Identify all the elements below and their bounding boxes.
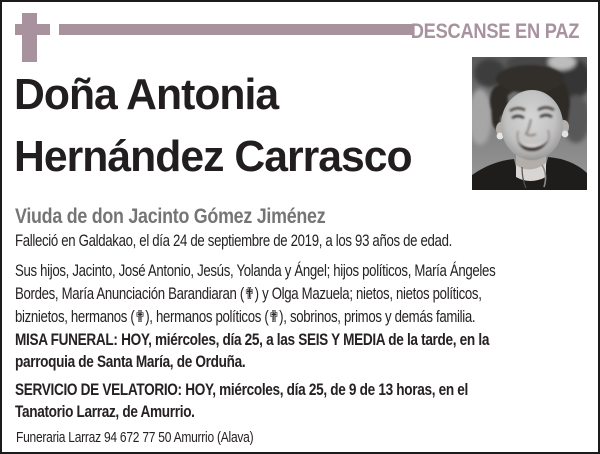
funeral-home-contact: Funeraria Larraz 94 672 77 50 Amurrio (Alava) (16, 429, 254, 446)
deceased-name (14, 64, 474, 188)
family-line: Bordes, María Anunciación Barandiaran (✟) y Olga Mazuela; nietos, nietos políticos, (15, 285, 482, 303)
family-line: Sus hijos, Jacinto, José Antonio, Jesús, Yolanda y Ángel; hijos políticos, María Ángeles (15, 262, 496, 280)
portrait-photo (472, 57, 587, 190)
death-announcement (15, 230, 600, 253)
rest-in-peace-motto: DESCANSE EN PAZ (410, 19, 579, 43)
funeral-mass-info (15, 329, 600, 373)
funeral-mass-line: parroquia de Santa María, de Orduña. (15, 352, 246, 371)
deceased-name-line2: Hernández Carrasco (14, 132, 412, 181)
funeral-mass-line: MISA FUNERAL: HOY, miércoles, día 25, a las SEIS Y MEDIA de la tarde, en la (15, 330, 490, 349)
header-divider-bar (59, 24, 414, 35)
family-paragraph (15, 260, 600, 329)
wake-service-line: SERVICIO DE VELATORIO: HOY, miércoles, día 25, de 9 de 13 horas, en el (15, 380, 469, 399)
deceased-name-line1: Doña Antonia (14, 70, 279, 119)
wake-service-info (15, 379, 600, 423)
cross-icon-horizontal-bar (15, 24, 50, 35)
death-announcement-line: Falleció en Galdakao, el día 24 de septiembre de 2019, a los 93 años de edad. (15, 232, 452, 250)
relation-subtitle: Viuda de don Jacinto Gómez Jiménez (15, 205, 326, 228)
cross-icon-vertical-bar (22, 13, 37, 62)
wake-service-line: Tanatorio Larraz, de Amurrio. (15, 402, 195, 421)
family-line: biznietos, hermanos (✟), hermanos políticos (✟), sobrinos, primos y demás familia. (15, 308, 476, 326)
